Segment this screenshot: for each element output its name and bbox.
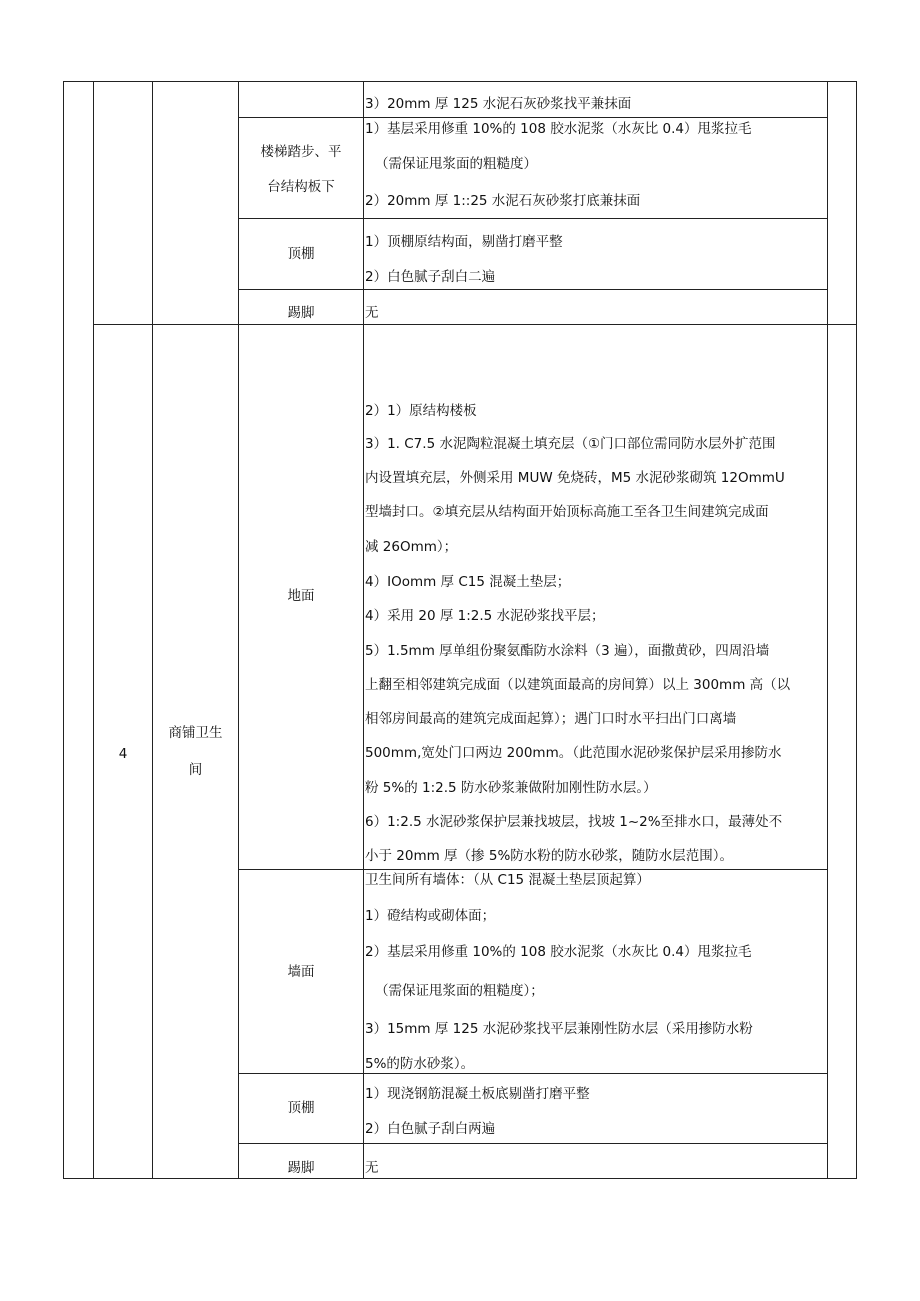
table-row-divider <box>93 324 857 325</box>
ceiling-line: 2）白色腻子刮白两遍 <box>365 1121 496 1137</box>
ceiling-line: 1）现浇钢筋混凝土板底剔凿打磨平整 <box>365 1086 590 1102</box>
ceiling-area-label: 顶棚 <box>287 246 315 262</box>
room-name-line-1: 商铺卫生 <box>168 725 223 741</box>
ceiling-finish-step-2: 2）白色腻子刮白二遍 <box>365 269 496 285</box>
wall-line: 3）15mm 厚 125 水泥砂浆找平层兼刚性防水层（采用掺防水粉 <box>365 1021 753 1037</box>
floor-line: 粉 5%的 1:2.5 防水砂浆兼做附加刚性防水层。） <box>365 780 657 796</box>
skirting-area-label: 踢脚 <box>287 305 315 321</box>
floor-line: 3）1. C7.5 水泥陶粒混凝土填充层（①门口部位需同防水层外扩范围 <box>365 436 776 452</box>
table-row-divider <box>238 289 827 290</box>
skirting-area-label: 踢脚 <box>287 1160 315 1176</box>
stairs-finish-step-1: 1）基层采用修重 10%的 108 胶水泥浆（水灰比 0.4）甩浆拉毛 <box>365 121 752 137</box>
table-col-divider <box>363 81 364 1179</box>
table-border-bottom <box>63 1178 857 1179</box>
floor-line: 型墙封口。②填充层从结构面开始顶标高施工至各卫生间建筑完成面 <box>365 504 769 520</box>
floor-area-label: 地面 <box>287 588 315 604</box>
wall-line: （需保证甩浆面的粗糙度）； <box>375 983 544 999</box>
wall-line: 2）基层采用修重 10%的 108 胶水泥浆（水灰比 0.4）甩浆拉毛 <box>365 944 752 960</box>
floor-line: 2）1）原结构楼板 <box>365 403 477 419</box>
table-row-divider <box>238 117 827 118</box>
floor-line: 5）1.5mm 厚单组份聚氨酯防水涂料（3 遍），面撒黄砂，四周沿墙 <box>365 643 770 659</box>
wall-finish-step-3: 3）20mm 厚 125 水泥石灰砂浆找平兼抹面 <box>365 96 632 112</box>
wall-line: 1）磴结构或砌体面； <box>365 908 496 924</box>
wall-area-label: 墙面 <box>287 964 315 980</box>
stairs-area-label-line-2: 台结构板下 <box>267 179 335 195</box>
stairs-area-label-line-1: 楼梯踏步、平 <box>260 144 342 160</box>
table-border-right <box>856 81 857 1179</box>
table-row-divider <box>238 1073 827 1074</box>
ceiling-area-label: 顶棚 <box>287 1100 315 1116</box>
floor-line: 减 26Omm）； <box>365 539 458 555</box>
floor-line: 500mm,宽处门口两边 200mm。（此范围水泥砂浆保护层采用掺防水 <box>365 745 782 761</box>
floor-line: 4）采用 20 厚 1:2.5 水泥砂浆找平层； <box>365 608 605 624</box>
stairs-finish-step-1-note: （需保证甩浆面的粗糙度） <box>375 156 537 172</box>
table-border-top <box>63 81 857 82</box>
floor-line: 6）1:2.5 水泥砂浆保护层兼找坡层，找坡 1~2%至排水口，最薄处不 <box>365 814 783 830</box>
table-col-divider <box>827 81 828 1179</box>
stairs-finish-step-2: 2）20mm 厚 1::25 水泥石灰砂浆打底兼抹面 <box>365 193 641 209</box>
wall-line: 卫生间所有墙体：（从 C15 混凝土垫层顶起算） <box>365 872 650 888</box>
skirting-value: 无 <box>365 1160 379 1176</box>
wall-line: 5%的防水砂浆）。 <box>365 1056 475 1072</box>
floor-line: 上翻至相邻建筑完成面（以建筑面最高的房间算）以上 300mm 高（以 <box>365 677 791 693</box>
floor-line: 4）IOomm 厚 C15 混凝土垫层； <box>365 574 571 590</box>
floor-line: 小于 20mm 厚（掺 5%防水粉的防水砂浆，随防水层范围）。 <box>365 848 734 864</box>
table-row-divider <box>238 1143 827 1144</box>
table-border-left <box>63 81 64 1179</box>
table-col-divider <box>152 81 153 1179</box>
floor-line: 相邻房间最高的建筑完成面起算）；遇门口时水平扫出门口离墙 <box>365 711 737 727</box>
section-number: 4 <box>118 746 128 762</box>
table-row-divider <box>238 218 827 219</box>
table-row-divider <box>238 869 827 870</box>
skirting-value: 无 <box>365 305 379 321</box>
ceiling-finish-step-1: 1）顶棚原结构面，剔凿打磨平整 <box>365 234 563 250</box>
table-col-divider <box>93 81 94 1179</box>
floor-line: 内设置填充层，外侧采用 MUW 免烧砖，M5 水泥砂浆砌筑 12OmmU <box>365 470 785 486</box>
room-name-line-2: 间 <box>188 762 203 778</box>
